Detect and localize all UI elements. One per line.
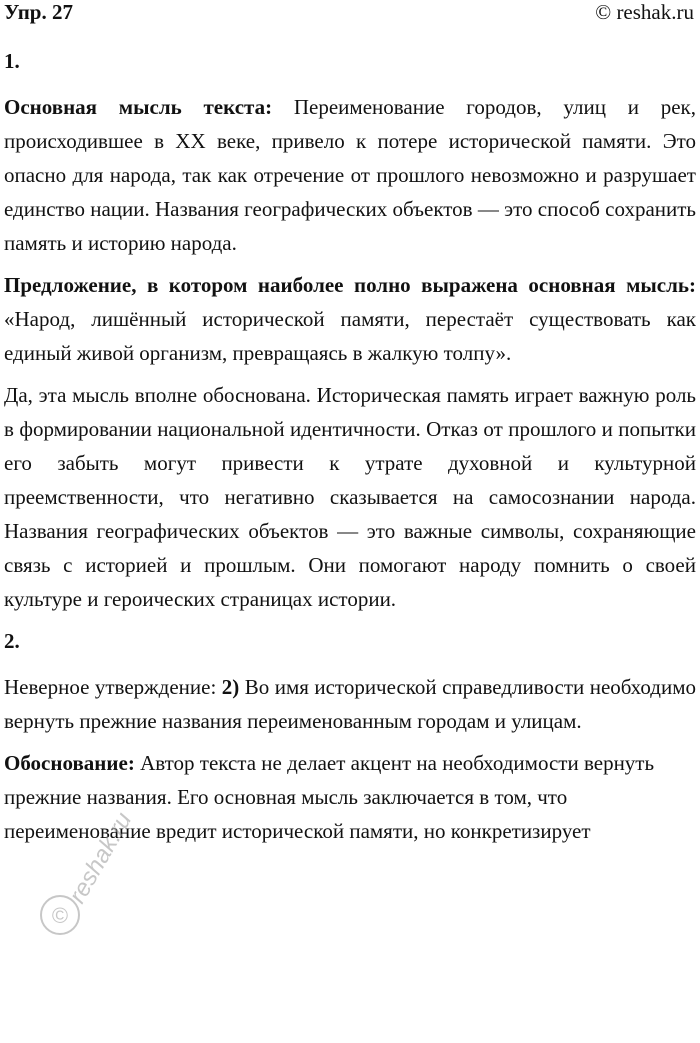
wrong-statement-label: Неверное утверждение: xyxy=(4,675,222,699)
wrong-statement-text: Во имя исторической справедливости необходимо вернуть прежние названия переименованным городам и улицам. xyxy=(4,675,696,733)
key-sentence-paragraph xyxy=(4,268,696,370)
argument-paragraph: Да, эта мысль вполне обоснована. Историческая память играет важную роль в формировании национальной идентичности. Отказ от прошлого и попытки его забыть могут привести к утрате духовной и культурной преемственности, что негативно сказывается на самосознании народа. Названия географических объектов — это важные символы, сохраняющие связь с историей и прошлым. Они помогают народу помнить о своей культуре и героических страницах истории. xyxy=(4,383,696,611)
watermark-text: reshak.ru xyxy=(63,807,138,908)
wrong-statement-number: 2) xyxy=(221,675,240,699)
section-2-number: 2. xyxy=(4,629,20,653)
reason-text: Автор текста не делает акцент на необходимости вернуть прежние названия. Его основная мысль заключается в том, что переименование вредит исторической памяти, но конкретизирует xyxy=(4,751,655,843)
key-sentence-text: «Народ, лишённый исторической памяти, перестаёт существовать как единый живой организм, превращаясь в жалкую толпу». xyxy=(4,307,696,365)
reason-paragraph xyxy=(4,746,696,848)
watermark-circle xyxy=(41,896,79,934)
main-idea-label: Основная мысль текста: xyxy=(4,95,273,119)
site-copyright: © reshak.ru xyxy=(595,0,694,24)
watermark-symbol: © xyxy=(51,903,69,928)
key-sentence-label: Предложение, в котором наиболее полно выражена основная мысль: xyxy=(4,273,696,297)
section-1-number: 1. xyxy=(4,49,20,73)
reason-label: Обоснование: xyxy=(4,751,135,775)
main-idea-paragraph xyxy=(4,90,696,260)
page-header xyxy=(4,0,694,28)
exercise-number: Упр. 27 xyxy=(4,0,73,24)
document-content xyxy=(4,44,696,856)
wrong-statement-paragraph xyxy=(4,670,696,738)
main-idea-text: Переименование городов, улиц и рек, происходившее в XX веке, привело к потере исторической памяти. Это опасно для народа, так как отречение от прошлого невозможно и разрушает единство нации. Названия географических объектов — это способ сохранить память и историю народа. xyxy=(4,95,696,255)
